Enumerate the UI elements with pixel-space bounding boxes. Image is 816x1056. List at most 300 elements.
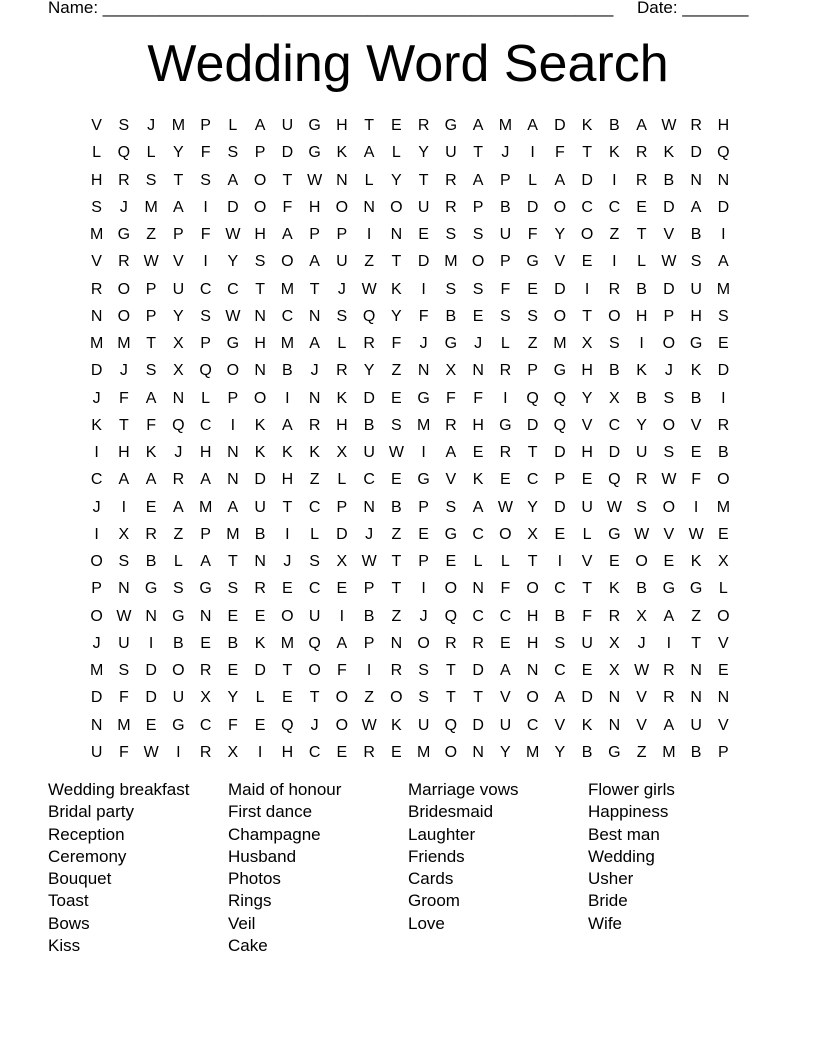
grid-letter: R [172, 471, 185, 489]
grid-letter: R [608, 607, 621, 625]
word-list-item: Groom [408, 891, 460, 911]
grid-letter: S [663, 389, 675, 407]
grid-letter: A [472, 498, 484, 516]
grid-letter: U [499, 716, 512, 734]
grid-letter: N [472, 362, 484, 380]
grid-letter: R [635, 144, 648, 162]
grid-letter: P [554, 471, 566, 489]
grid-letter: I [203, 253, 208, 271]
grid-letter: E [391, 471, 402, 489]
grid-letter: C [308, 580, 321, 598]
grid-letter: V [554, 716, 566, 734]
grid-letter: P [309, 226, 320, 243]
grid-letter: S [527, 307, 538, 325]
grid-letter: C [472, 525, 484, 543]
grid-letter: X [445, 362, 457, 380]
grid-letter: G [117, 226, 131, 243]
grid-letter: N [690, 689, 702, 707]
grid-letter: X [609, 634, 620, 652]
grid-letter: D [554, 444, 566, 461]
grid-letter: J [119, 198, 128, 216]
grid-letter: X [609, 662, 620, 679]
grid-letter: H [90, 171, 103, 189]
grid-letter: R [145, 525, 157, 543]
grid-letter: D [336, 525, 348, 543]
grid-letter: K [336, 389, 348, 407]
grid-letter: E [391, 117, 402, 134]
grid-letter: Q [362, 307, 376, 325]
grid-letter: Q [281, 716, 294, 734]
grid-letter: S [391, 416, 402, 434]
word-list-item: Ceremony [48, 846, 127, 866]
grid-letter: P [418, 553, 429, 570]
grid-letter: S [718, 307, 729, 325]
grid-letter: J [474, 335, 483, 352]
grid-letter: U [336, 253, 348, 271]
grid-letter: Z [146, 226, 157, 243]
grid-letter: G [172, 607, 185, 625]
grid-letter: S [118, 553, 130, 570]
grid-letter: S [418, 662, 429, 679]
grid-letter: A [500, 662, 511, 679]
word-list [48, 779, 768, 957]
grid-letter: F [118, 689, 129, 707]
grid-letter: F [336, 662, 347, 679]
grid-letter: T [527, 553, 538, 570]
grid-letter: O [717, 607, 730, 625]
grid-letter: T [391, 253, 402, 271]
grid-letter: D [554, 280, 566, 298]
grid-letter: R [118, 171, 130, 189]
grid-letter: R [608, 280, 621, 298]
grid-letter: L [718, 580, 728, 598]
grid-letter: L [337, 335, 347, 352]
grid-letter: R [254, 580, 266, 598]
grid-letter: I [203, 198, 208, 216]
grid-letter: G [199, 580, 212, 598]
grid-letter: I [612, 253, 617, 271]
grid-letter: R [199, 743, 212, 761]
grid-letter: I [148, 634, 154, 652]
grid-letter: I [285, 389, 290, 407]
grid-letter: R [336, 362, 348, 380]
grid-letter: N [308, 389, 321, 407]
grid-letter: A [663, 716, 675, 734]
grid-letter: S [445, 498, 457, 516]
grid-letter: E [418, 525, 429, 543]
grid-letter: L [473, 553, 483, 570]
grid-letter: O [417, 634, 430, 652]
grid-letter: R [199, 662, 212, 679]
grid-letter: B [718, 444, 729, 461]
grid-letter: E [282, 689, 293, 707]
grid-letter: O [172, 662, 185, 679]
grid-letter: O [717, 471, 730, 489]
grid-letter: A [173, 498, 184, 516]
grid-letter: N [90, 716, 103, 734]
grid-letter: C [281, 307, 294, 325]
grid-letter: I [421, 580, 426, 598]
grid-letter: A [363, 144, 375, 162]
grid-letter: S [254, 253, 266, 271]
grid-letter: S [145, 362, 157, 380]
grid-letter: V [581, 553, 593, 570]
grid-letter: K [609, 580, 620, 598]
grid-letter: W [661, 253, 677, 271]
grid-letter: W [634, 525, 650, 543]
word-column [48, 779, 228, 957]
word-list-item: Husband [228, 846, 297, 866]
grid-letter: H [717, 117, 730, 134]
grid-letter: M [117, 335, 131, 352]
grid-letter: T [118, 416, 129, 434]
grid-letter: J [310, 716, 319, 734]
grid-letter: G [444, 117, 458, 134]
grid-letter: Q [117, 144, 131, 162]
grid-letter: F [200, 144, 211, 162]
grid-letter: E [500, 471, 511, 489]
grid-letter: F [200, 226, 211, 243]
word-list-item: Toast [48, 891, 89, 911]
word-list-item: Bridesmaid [408, 802, 494, 822]
grid-letter: S [118, 117, 130, 134]
grid-letter: V [636, 716, 647, 734]
grid-letter: T [282, 498, 293, 516]
grid-letter: D [90, 362, 103, 380]
grid-letter: H [308, 198, 321, 216]
grid-letter: E [418, 226, 429, 243]
grid-letter: V [636, 689, 647, 707]
grid-letter: O [526, 689, 539, 707]
grid-letter: R [308, 416, 321, 434]
grid-letter: I [94, 525, 99, 543]
grid-letter: I [366, 662, 372, 679]
grid-letter: A [445, 444, 457, 461]
word-column [588, 779, 768, 957]
grid-letter: E [254, 607, 266, 625]
grid-letter: C [526, 716, 539, 734]
grid-letter: N [608, 689, 621, 707]
grid-letter: W [361, 280, 377, 298]
grid-letter: X [118, 525, 130, 543]
grid-letter: C [554, 580, 566, 598]
grid-letter: S [418, 689, 429, 707]
grid-letter: K [145, 444, 157, 461]
grid-letter: P [254, 144, 266, 162]
grid-letter: Q [444, 607, 458, 625]
grid-letter: S [309, 553, 320, 570]
grid-letter: E [581, 471, 593, 489]
grid-letter: G [308, 117, 321, 134]
grid-letter: S [118, 662, 130, 679]
grid-letter: N [363, 198, 375, 216]
grid-letter: L [500, 553, 510, 570]
grid-letter: A [309, 253, 320, 271]
grid-letter: O [308, 662, 321, 679]
grid-letter: N [717, 689, 730, 707]
grid-letter: D [363, 389, 375, 407]
grid-letter: T [445, 689, 456, 707]
grid-letter: I [693, 498, 699, 516]
grid-letter: R [445, 171, 457, 189]
grid-letter: G [226, 335, 240, 352]
grid-letter: O [390, 198, 403, 216]
grid-letter: X [336, 444, 348, 461]
grid-letter: M [716, 280, 731, 298]
grid-letter: O [253, 389, 267, 407]
grid-letter: E [718, 525, 729, 543]
grid-letter: B [636, 280, 647, 298]
grid-letter: G [172, 716, 185, 734]
grid-letter: P [200, 117, 211, 134]
grid-letter: N [90, 307, 103, 325]
grid-letter: J [119, 362, 128, 380]
grid-letter: D [554, 498, 566, 516]
grid-letter: A [690, 198, 702, 216]
grid-letter: D [526, 416, 539, 434]
grid-letter: H [281, 471, 294, 489]
grid-letter: E [527, 280, 538, 298]
grid-letter: O [90, 607, 103, 625]
grid-letter: J [419, 607, 428, 625]
grid-letter: E [581, 253, 593, 271]
grid-letter: S [200, 171, 211, 189]
grid-letter: S [173, 580, 184, 598]
grid-letter: A [282, 416, 293, 434]
grid-letter: N [254, 553, 266, 570]
grid-letter: O [117, 280, 131, 298]
grid-letter: H [526, 634, 539, 652]
grid-letter: W [116, 607, 132, 625]
grid-letter: O [444, 580, 458, 598]
grid-letter: Z [527, 335, 538, 352]
grid-letter: R [118, 253, 130, 271]
grid-letter: S [91, 198, 102, 216]
grid-letter: U [172, 689, 185, 707]
grid-letter: O [335, 689, 349, 707]
grid-letter: G [308, 144, 321, 162]
grid-letter: L [310, 525, 320, 543]
grid-letter: N [172, 389, 185, 407]
grid-letter: E [145, 498, 157, 516]
grid-letter: E [227, 662, 239, 679]
grid-letter: Q [172, 416, 185, 434]
grid-letter: O [662, 416, 676, 434]
grid-letter: Z [609, 226, 620, 243]
grid-letter: V [500, 689, 511, 707]
grid-letter: Z [391, 607, 402, 625]
grid-letter: T [691, 634, 702, 652]
grid-letter: F [500, 580, 511, 598]
grid-letter: A [145, 389, 157, 407]
grid-letter: J [419, 335, 428, 352]
grid-letter: H [281, 743, 294, 761]
grid-letter: C [554, 662, 566, 679]
grid-letter: I [721, 389, 726, 407]
grid-letter: N [199, 607, 212, 625]
grid-letter: R [417, 117, 430, 134]
grid-letter: S [445, 226, 457, 243]
grid-letter: U [445, 144, 457, 162]
grid-letter: Z [636, 743, 647, 761]
grid-letter: F [418, 307, 429, 325]
word-list-item: Marriage vows [408, 780, 519, 799]
grid-letter: T [309, 280, 320, 298]
word-list-item: Champagne [228, 824, 321, 844]
grid-letter: H [581, 362, 593, 380]
grid-letter: N [227, 471, 239, 489]
grid-letter: Z [173, 525, 184, 543]
grid-letter: R [663, 689, 675, 707]
grid-letter: U [363, 444, 375, 461]
grid-letter: Y [391, 307, 402, 325]
grid-letter: V [445, 471, 457, 489]
grid-letter: I [639, 335, 644, 352]
grid-letter: N [608, 716, 621, 734]
grid-letter: J [664, 362, 673, 380]
grid-letter: Y [363, 362, 375, 380]
grid-letter: I [421, 444, 426, 461]
grid-letter: W [225, 307, 241, 325]
grid-letter: Z [691, 607, 702, 625]
grid-letter: F [473, 389, 484, 407]
word-list-item: Usher [588, 869, 634, 889]
word-list-item: Bride [588, 891, 628, 911]
grid-letter: P [145, 280, 157, 298]
grid-letter: C [499, 607, 512, 625]
grid-letter: R [635, 171, 648, 189]
grid-letter: P [336, 498, 348, 516]
grid-letter: A [336, 634, 348, 652]
grid-letter: M [280, 335, 295, 352]
grid-letter: B [227, 634, 239, 652]
grid-letter: T [527, 444, 538, 461]
grid-letter: O [444, 743, 458, 761]
grid-letter: C [227, 280, 239, 298]
grid-letter: V [718, 634, 729, 652]
grid-letter: T [391, 580, 402, 598]
grid-letter: O [662, 335, 676, 352]
grid-letter: N [390, 226, 403, 243]
grid-letter: P [227, 389, 239, 407]
word-list-item: Happiness [588, 802, 669, 822]
grid-letter: G [553, 362, 567, 380]
grid-letter: X [636, 607, 647, 625]
grid-letter: N [472, 580, 484, 598]
grid-letter: U [118, 634, 130, 652]
grid-letter: D [145, 689, 157, 707]
grid-letter: S [445, 280, 457, 298]
grid-letter: I [176, 743, 181, 761]
grid-letter: E [718, 662, 729, 679]
grid-letter: U [635, 444, 648, 461]
grid-letter: B [581, 743, 593, 761]
grid-letter: N [690, 662, 702, 679]
grid-letter: T [582, 307, 593, 325]
grid-letter: X [227, 743, 239, 761]
grid-letter: E [227, 607, 239, 625]
grid-letter: V [718, 716, 729, 734]
grid-letter: E [663, 553, 675, 570]
grid-letter: I [339, 607, 345, 625]
grid-letter: F [445, 389, 456, 407]
grid-letter: T [282, 171, 293, 189]
grid-letter: A [118, 471, 130, 489]
grid-letter: A [554, 689, 566, 707]
grid-letter: G [608, 525, 621, 543]
grid-letter: U [254, 498, 266, 516]
grid-letter: B [636, 580, 647, 598]
grid-letter: C [608, 198, 621, 216]
grid-letter: P [718, 743, 729, 761]
grid-letter: F [500, 280, 511, 298]
grid-letter: O [226, 362, 240, 380]
grid-letter: R [663, 662, 675, 679]
grid-letter: P [500, 171, 511, 189]
grid-letter: P [200, 335, 211, 352]
grid-letter: N [145, 607, 157, 625]
word-list-item: Wife [588, 913, 622, 933]
grid-letter: M [416, 743, 431, 761]
grid-letter: E [391, 389, 402, 407]
grid-letter: E [472, 307, 484, 325]
grid-letter: L [201, 389, 211, 407]
grid-letter: P [363, 580, 375, 598]
grid-letter: G [689, 335, 703, 352]
grid-letter: F [118, 389, 129, 407]
grid-letter: W [606, 498, 622, 516]
grid-letter: J [637, 634, 646, 652]
grid-letter: B [554, 607, 566, 625]
grid-letter: P [472, 198, 484, 216]
grid-letter: X [609, 389, 620, 407]
grid-letter: S [145, 171, 157, 189]
grid-letter: H [336, 117, 348, 134]
grid-letter: H [336, 416, 348, 434]
grid-letter: C [308, 743, 321, 761]
grid-letter: T [473, 689, 484, 707]
grid-letter: M [662, 743, 676, 761]
grid-letter: H [118, 444, 130, 461]
grid-letter: E [581, 662, 593, 679]
grid-letter: X [173, 362, 184, 380]
grid-letter: S [690, 253, 702, 271]
grid-letter: B [282, 362, 293, 380]
grid-letter: H [254, 226, 266, 243]
grid-letter: O [117, 307, 131, 325]
word-list-item: Friends [408, 846, 465, 866]
grid-letter: M [198, 498, 213, 516]
grid-letter: I [121, 498, 127, 516]
grid-letter: L [364, 171, 374, 189]
grid-letter: K [91, 416, 102, 434]
grid-letter: B [690, 389, 702, 407]
word-list-item: Kiss [48, 936, 81, 956]
grid-letter: T [473, 144, 484, 162]
grid-letter: O [526, 580, 539, 598]
grid-letter: P [336, 226, 348, 243]
grid-letter: A [309, 335, 320, 352]
grid-letter: D [581, 689, 593, 707]
grid-letter: Q [553, 389, 567, 407]
grid-letter: F [227, 716, 238, 734]
grid-letter: L [173, 553, 183, 570]
word-list-item: First dance [228, 802, 313, 822]
grid-letter: M [444, 253, 458, 271]
grid-letter: Z [364, 253, 375, 271]
grid-letter: A [472, 117, 484, 134]
grid-letter: J [147, 117, 156, 134]
